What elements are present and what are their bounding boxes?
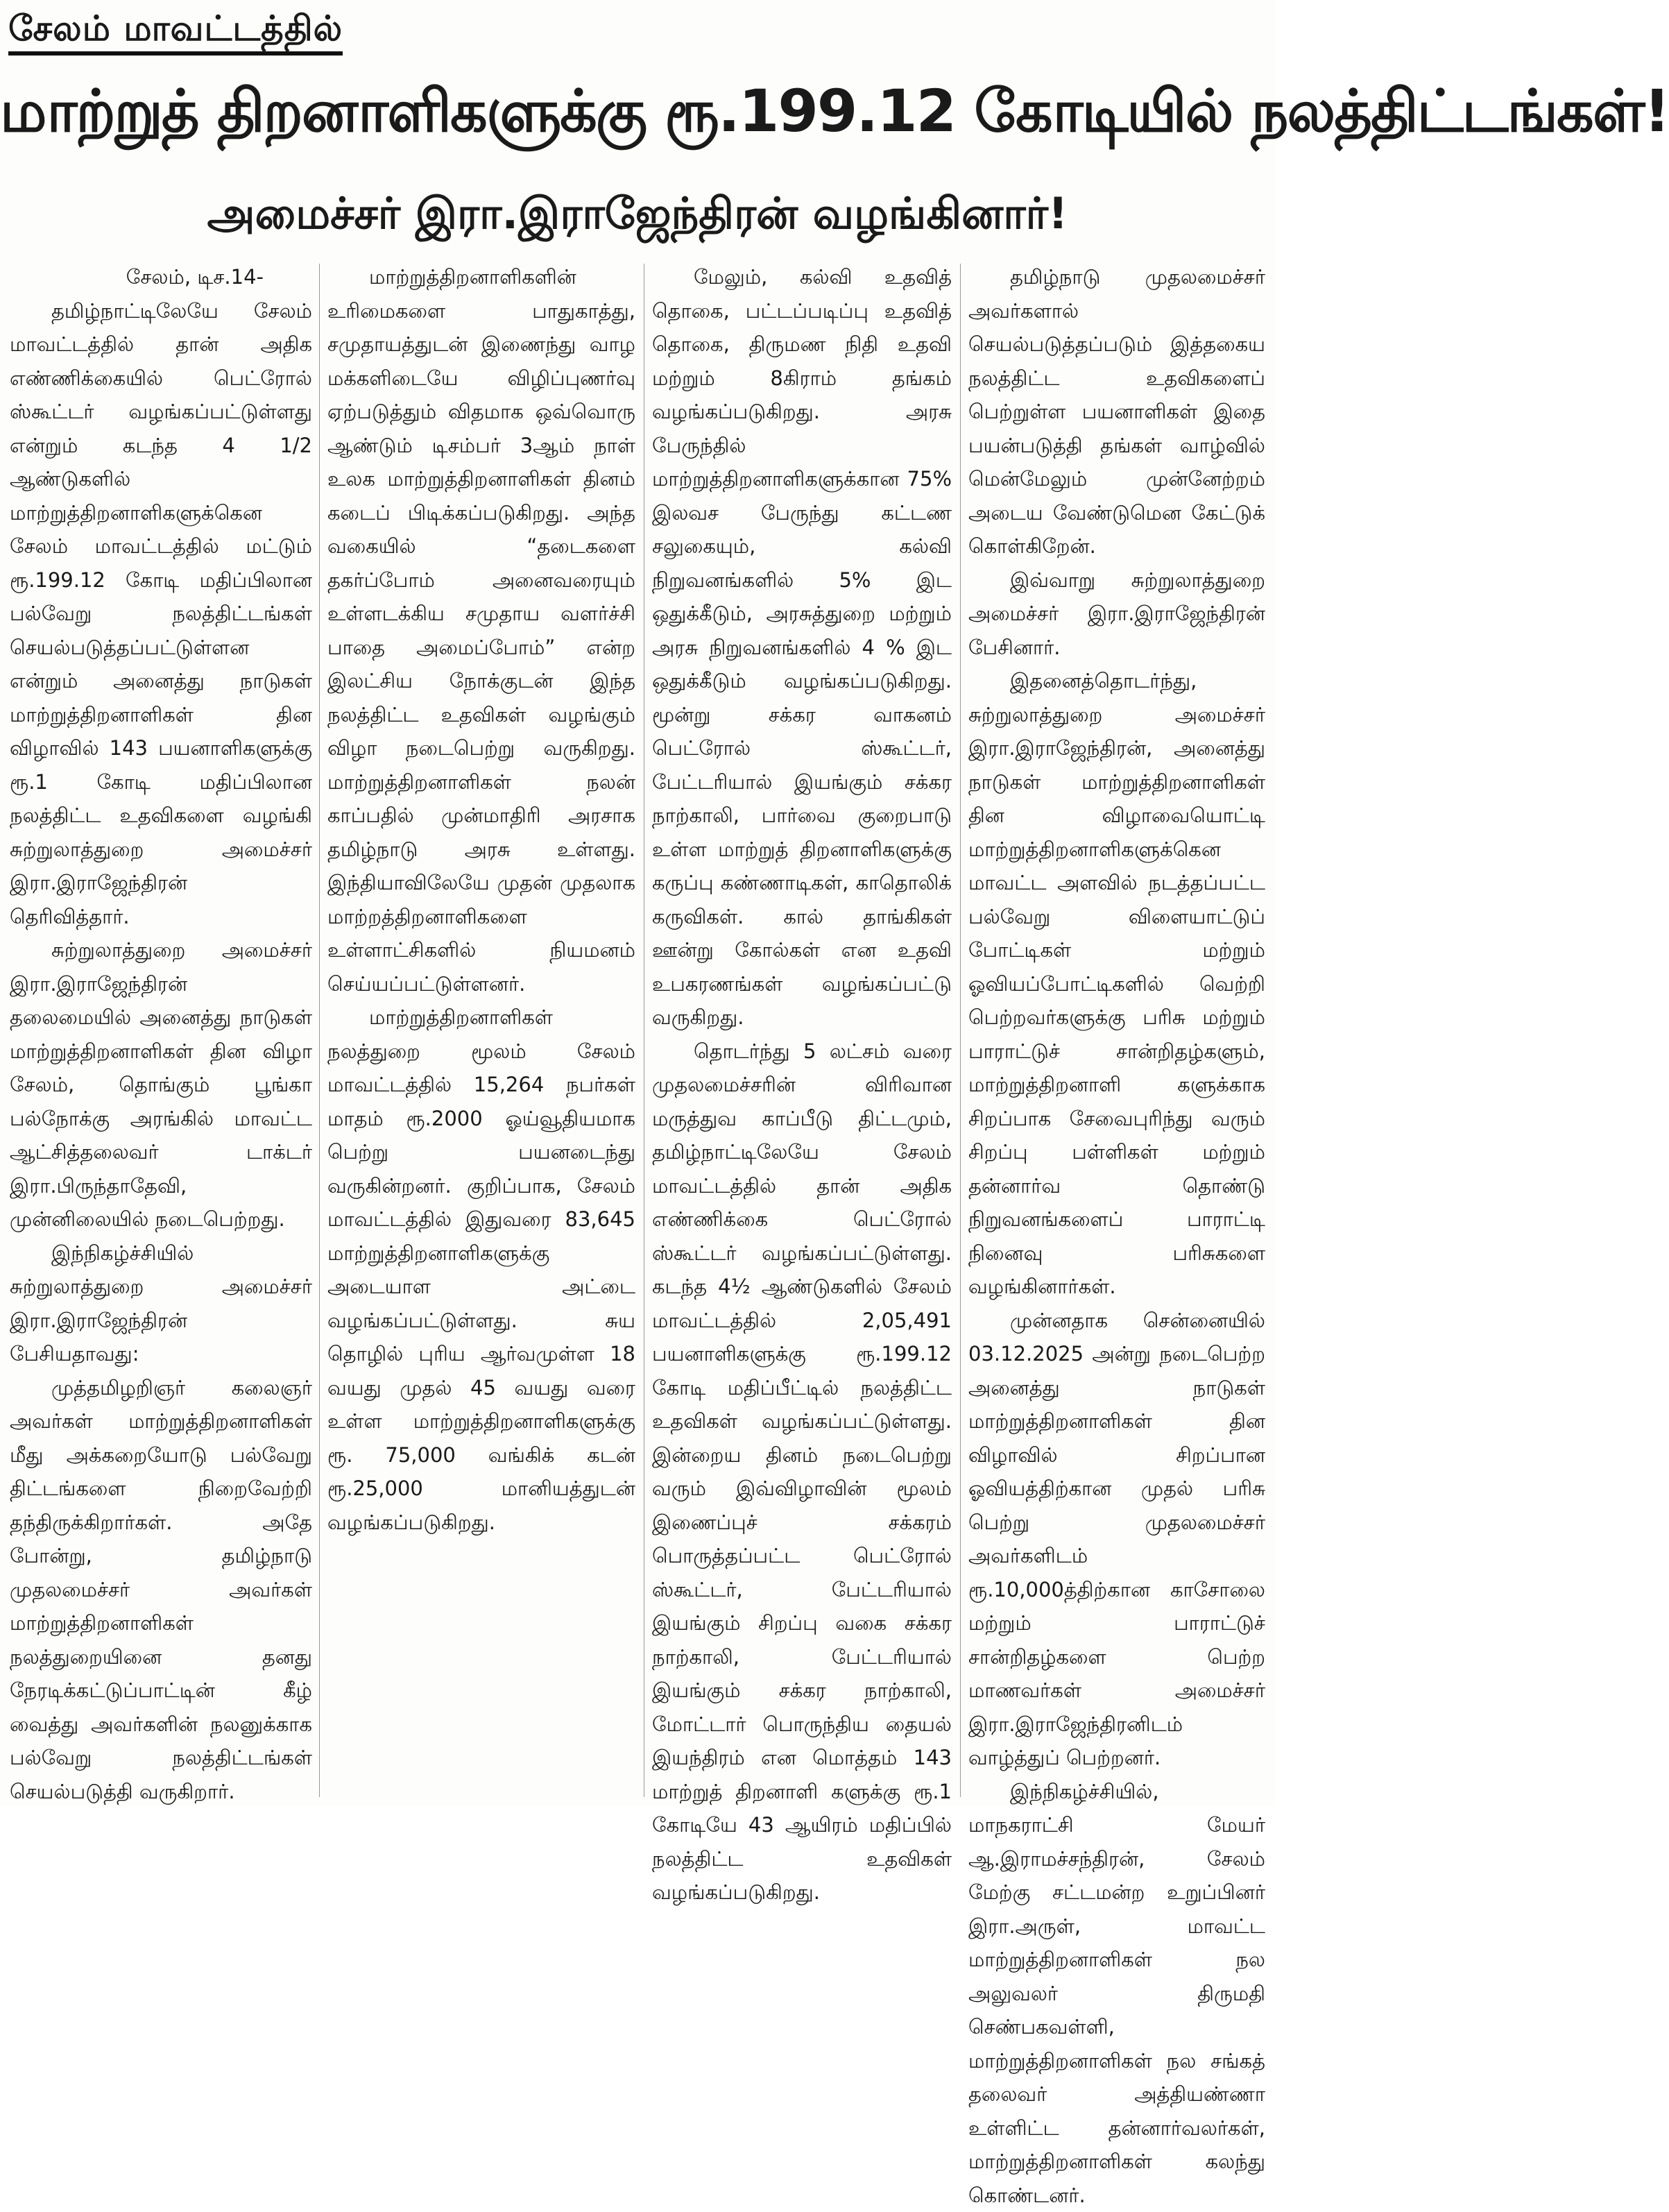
- paragraph: சுற்றுலாத்துறை அமைச்சர் இரா.இராஜேந்திரன் தலைமையில் அனைத்து நாடுகள் மாற்றுத்திறனாளிகள் தின விழா சேலம், தொங்கும் பூங்கா பல்நோக்கு அரங்கில் மாவட்ட ஆட்சித்தலைவர் டாக்டர் இரா.பிருந்தாதேவி, முன்னிலையில் நடைபெற்றது.: [10, 933, 312, 1236]
- paragraph: இந்நிகழ்ச்சியில், மாநகராட்சி மேயர் ஆ.இராமச்சந்திரன், சேலம் மேற்கு சட்டமன்ற உறுப்பினர் இரா.அருள், மாவட்ட மாற்றுத்திறனாளிகள் நல அலுவலர் திருமதி செண்பகவள்ளி, மாற்றுத்திறனாளிகள் நல சங்கத் தலைவர் அத்தியண்ணா உள்ளிட்ட தன்னார்வலர்கள், மாற்றுத்திறனாளிகள் கலந்து கொண்டனர்.: [968, 1775, 1265, 2212]
- subheadline: அமைச்சர் இரா.இராஜேந்திரன் வழங்கினார்!: [0, 186, 1275, 241]
- paragraph: முன்னதாக சென்னையில் 03.12.2025 அன்று நடைபெற்ற அனைத்து நாடுகள் மாற்றுத்திறனாளிகள் தின விழாவில் சிறப்பான ஓவியத்திற்கான முதல் பரிசு பெற்று முதலமைச்சர் அவர்களிடம் ரூ.10,000த்திற்கான காசோலை மற்றும் பாராட்டுச் சான்றிதழ்களை பெற்ற மாணவர்கள் அமைச்சர் இரா.இராஜேந்திரனிடம் வாழ்த்துப் பெற்றனர்.: [968, 1304, 1265, 1775]
- paragraph: மேலும், கல்வி உதவித் தொகை, பட்டப்படிப்பு உதவித் தொகை, திருமண நிதி உதவி மற்றும் 8கிராம் தங்கம் வழங்கப்படுகிறது. அரசு பேருந்தில் மாற்றுத்திறனாளிகளுக்கான 75% இலவச பேருந்து கட்டண சலுகையும், கல்வி நிறுவனங்களில் 5% இட ஒதுக்கீடும், அரசுத்துறை மற்றும் அரசு நிறுவனங்களில் 4 % இட ஒதுக்கீடும் வழங்கப்படுகிறது. மூன்று சக்கர வாகனம் பெட்ரோல் ஸ்கூட்டர், பேட்டரியால் இயங்கும் சக்கர நாற்காலி, பார்வை குறைபாடு உள்ள மாற்றுத் திறனாளிகளுக்கு கருப்பு கண்ணாடிகள், காதொலிக் கருவிகள். கால் தாங்கிகள் ஊன்று கோல்கள் என உதவி உபகரணங்கள் வழங்கப்பட்டு வருகிறது.: [652, 260, 952, 1035]
- paragraph: தொடர்ந்து 5 லட்சம் வரை முதலமைச்சரின் விரிவான மருத்துவ காப்பீடு திட்டமும், தமிழ்நாட்டிலேயே சேலம் மாவட்டத்தில் தான் அதிக எண்ணிக்கை பெட்ரோல் ஸ்கூட்டர் வழங்கப்பட்டுள்ளது. கடந்த 4½ ஆண்டுகளில் சேலம் மாவட்டத்தில் 2,05,491 பயனாளிகளுக்கு ரூ.199.12 கோடி மதிப்பீட்டில் நலத்திட்ட உதவிகள் வழங்கப்பட்டுள்ளது. இன்றைய தினம் நடைபெற்று வரும் இவ்விழாவின் மூலம் இணைப்புச் சக்கரம் பொருத்தப்பட்ட பெட்ரோல் ஸ்கூட்டர், பேட்டரியால் இயங்கும் சிறப்பு வகை சக்கர நாற்காலி, பேட்டரியால் இயங்கும் சக்கர நாற்காலி, மோட்டார் பொருந்திய தையல் இயந்திரம் என மொத்தம் 143 மாற்றுத் திறனாளி களுக்கு ரூ.1 கோடியே 43 ஆயிரம் மதிப்பில் நலத்திட்ட உதவிகள் வழங்கப்படுகிறது.: [652, 1035, 952, 1909]
- paragraph: இதனைத்தொடர்ந்து, சுற்றுலாத்துறை அமைச்சர் இரா.இராஜேந்திரன், அனைத்து நாடுகள் மாற்றுத்திறனாளிகள் தின விழாவையொட்டி மாற்றுத்திறனாளிகளுக்கென மாவட்ட அளவில் நடத்தப்பட்ட பல்வேறு விளையாட்டுப் போட்டிகள் மற்றும் ஓவியப்போட்டிகளில் வெற்றி பெற்றவர்களுக்கு பரிசு மற்றும் பாராட்டுச் சான்றிதழ்களும், மாற்றுத்திறனாளி களுக்காக சிறப்பாக சேவைபுரிந்து வரும் சிறப்பு பள்ளிகள் மற்றும் தன்னார்வ தொண்டு நிறுவனங்களைப் பாராட்டி நினைவு பரிசுகளை வழங்கினார்கள்.: [968, 664, 1265, 1304]
- column-3: [652, 260, 952, 1805]
- paragraph: தமிழ்நாடு முதலமைச்சர் அவர்களால் செயல்படுத்தப்படும் இத்தகைய நலத்திட்ட உதவிகளைப் பெற்றுள்ள பயனாளிகள் இதை பயன்படுத்தி தங்கள் வாழ்வில் மென்மேலும் முன்னேற்றம் அடைய வேண்டுமென கேட்டுக் கொள்கிறேன்.: [968, 260, 1265, 563]
- paragraph: இவ்வாறு சுற்றுலாத்துறை அமைச்சர் இரா.இராஜேந்திரன் பேசினார்.: [968, 563, 1265, 665]
- article-body: [0, 260, 1275, 1805]
- paragraph: தமிழ்நாட்டிலேயே சேலம் மாவட்டத்தில் தான் அதிக எண்ணிக்கையில் பெட்ரோல் ஸ்கூட்டர் வழங்கப்பட்டுள்ளது என்றும் கடந்த 4 1/2 ஆண்டுகளில் மாற்றுத்திறனாளிகளுக்கென சேலம் மாவட்டத்தில் மட்டும் ரூ.199.12 கோடி மதிப்பிலான பல்வேறு நலத்திட்டங்கள் செயல்படுத்தப்பட்டுள்ளன என்றும் அனைத்து நாடுகள் மாற்றுத்திறனாளிகள் தின விழாவில் 143 பயனாளிகளுக்கு ரூ.1 கோடி மதிப்பிலான நலத்திட்ட உதவிகளை வழங்கி சுற்றுலாத்துறை அமைச்சர் இரா.இராஜேந்திரன் தெரிவித்தார்.: [10, 294, 312, 934]
- paragraph: முத்தமிழறிஞர் கலைஞர் அவர்கள் மாற்றுத்திறனாளிகள் மீது அக்கறையோடு பல்வேறு திட்டங்களை நிறைவேற்றி தந்திருக்கிறார்கள். அதே போன்று, தமிழ்நாடு முதலமைச்சர் அவர்கள் மாற்றுத்திறனாளிகள் நலத்துறையினை தனது நேரடிக்கட்டுப்பாட்டின் கீழ் வைத்து அவர்களின் நலனுக்காக பல்வேறு நலத்திட்டங்கள் செயல்படுத்தி வருகிறார்.: [10, 1371, 312, 1809]
- column-2: [327, 260, 635, 1805]
- paragraph: இந்நிகழ்ச்சியில் சுற்றுலாத்துறை அமைச்சர் இரா.இராஜேந்திரன் பேசியதாவது:: [10, 1236, 312, 1371]
- column-4: [968, 260, 1265, 1805]
- dateline: சேலம், டிச.14-: [10, 260, 312, 294]
- headline: மாற்றுத் திறனாளிகளுக்கு ரூ.199.12 கோடியில் நலத்திட்டங்கள்!: [0, 69, 1275, 153]
- column-1: [10, 260, 312, 1805]
- kicker-title: சேலம் மாவட்டத்தில்: [8, 7, 343, 56]
- paragraph: மாற்றுத்திறனாளிகள் நலத்துறை மூலம் சேலம் மாவட்டத்தில் 15,264 நபர்கள் மாதம் ரூ.2000 ஓய்வூதியமாக பெற்று பயனடைந்து வருகின்றனர். குறிப்பாக, சேலம் மாவட்டத்தில் இதுவரை 83,645 மாற்றுத்திறனாளிகளுக்கு அடையாள அட்டை வழங்கப்பட்டுள்ளது. சுய தொழில் புரிய ஆர்வமுள்ள 18 வயது முதல் 45 வயது வரை உள்ள மாற்றுத்திறனாளிகளுக்கு ரூ. 75,000 வங்கிக் கடன் ரூ.25,000 மானியத்துடன் வழங்கப்படுகிறது.: [327, 1001, 635, 1539]
- paragraph: மாற்றுத்திறனாளிகளின் உரிமைகளை பாதுகாத்து, சமுதாயத்துடன் இணைந்து வாழ மக்களிடையே விழிப்புணர்வு ஏற்படுத்தும் விதமாக ஒவ்வொரு ஆண்டும் டிசம்பர் 3ஆம் நாள் உலக மாற்றுத்திறனாளிகள் தினம் கடைப் பிடிக்கப்படுகிறது. அந்த வகையில் “தடைகளை தகர்ப்போம் அனைவரையும் உள்ளடக்கிய சமுதாய வளர்ச்சி பாதை அமைப்போம்” என்ற இலட்சிய நோக்குடன் இந்த நலத்திட்ட உதவிகள் வழங்கும் விழா நடைபெற்று வருகிறது. மாற்றுத்திறனாளிகள் நலன் காப்பதில் முன்மாதிரி அரசாக தமிழ்நாடு அரசு உள்ளது. இந்தியாவிலேயே முதன் முதலாக மாற்றத்திறனாளிகளை உள்ளாட்சிகளில் நியமனம் செய்யப்பட்டுள்ளனர்.: [327, 260, 635, 1001]
